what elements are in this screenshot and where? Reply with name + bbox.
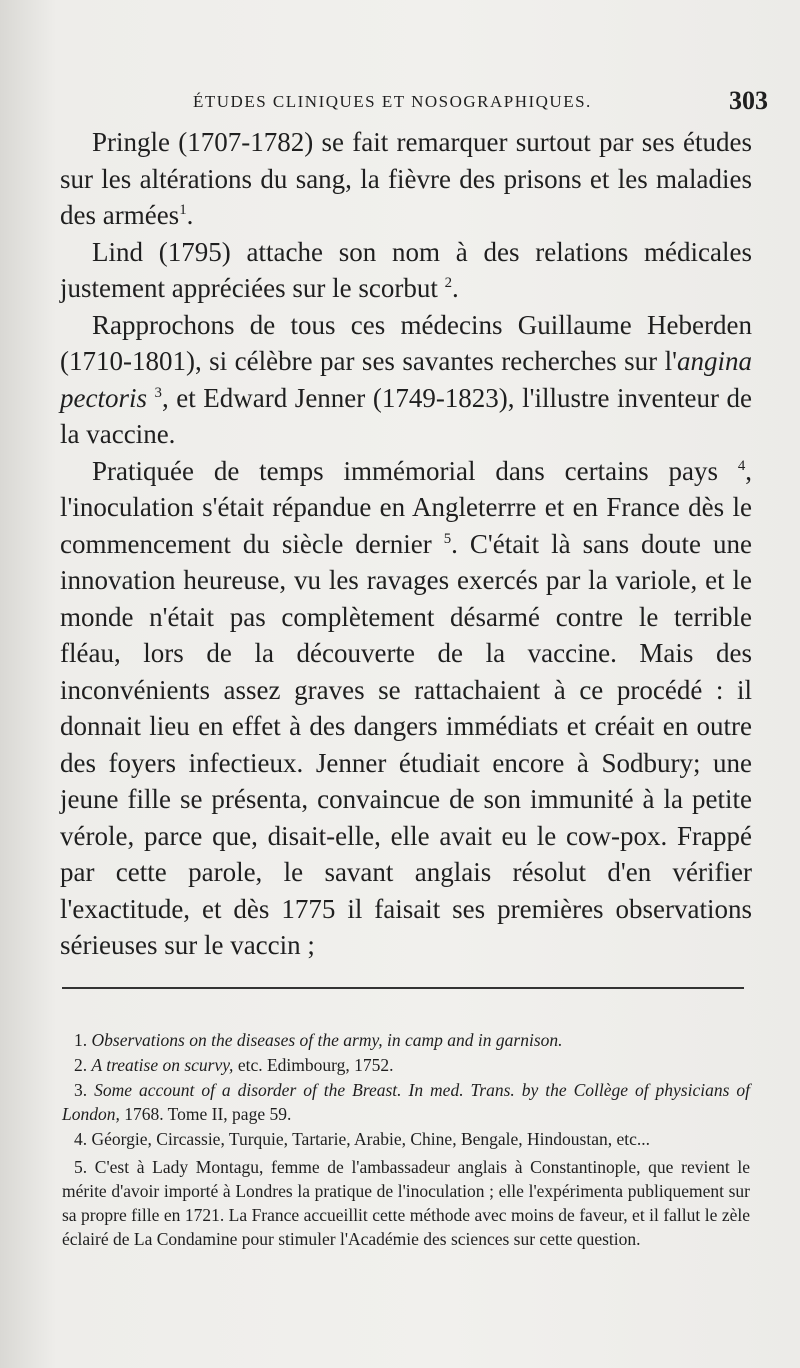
paragraph-text: . C'était là sans doute une innovation heureuse, vu les ravages exercés par la variole, et le monde n'était pas complètement désarmé contre le terrible fléau, lors de la découverte de la vaccine. Mais des inconvénients assez graves se rattachaient à ce procédé : il donnait lieu en effet à des dangers immédiats et créait en outre des foyers infectieux. Jenner étudiait encore à Sodbury; une jeune fille se présenta, convaincue de son immunité à la petite vérole, parce que, disait-elle, elle avait eu le cow-pox. Frappé par cette parole, le savant anglais résolut d'en vérifier l'exactitude, et dès 1775 il faisait ses premières observations sérieuses sur le vaccin ; — [60, 528, 752, 960]
footnote-text: Géorgie, Circassie, Turquie, Tartarie, Arabie, Chine, Bengale, Hindoustan, etc... — [91, 1129, 650, 1149]
footnotes — [62, 1028, 750, 1252]
footnote-ref: 4 — [737, 457, 746, 474]
footnote-number: 4. — [74, 1129, 88, 1149]
paragraph-text: Pratiquée de temps immémorial dans certains pays — [92, 455, 718, 486]
paragraph-text: Pringle (1707-1782) se fait remarquer surtout par ses études sur les altérations du sang, la fièvre des prisons et les maladies des armées — [60, 127, 752, 230]
running-head: ÉTUDES CLINIQUES ET NOSOGRAPHIQUES. — [193, 92, 592, 111]
main-text — [60, 124, 752, 964]
footnote-4 — [62, 1127, 750, 1151]
footnote-number: 2. — [74, 1055, 88, 1075]
footnote-ref: 5 — [443, 530, 452, 547]
footnote-ref: 3 — [154, 384, 162, 401]
footnote-number: 3. — [74, 1080, 88, 1100]
paragraph-inoculation — [60, 453, 752, 964]
page-header — [60, 86, 768, 126]
paragraph-text: , l'inoculation s'était répandue en Angleterrre et en France dès le commencement du siècle dernier — [60, 455, 753, 559]
footnote-title: A treatise on scurvy, — [91, 1055, 234, 1075]
italic-term: angina pectoris — [60, 346, 752, 413]
paragraph-text: Lind (1795) attache son nom à des relations médicales justement appréciées sur le scorbut — [60, 236, 752, 303]
footnote-title: Observations on the diseases of the army, in camp and in garnison. — [91, 1030, 563, 1050]
footnote-ref: 2 — [444, 275, 453, 291]
footnote-3 — [62, 1078, 750, 1126]
paragraph-text: , et Edward Jenner (1749-1823), l'illustre inventeur de la vaccine. — [60, 382, 752, 449]
paragraph-heberden-jenner — [60, 307, 752, 453]
footnote-text: 1768. Tome II, page 59. — [119, 1104, 292, 1124]
footnote-text: C'est à Lady Montagu, femme de l'ambassadeur anglais à Constantinople, que revient le mérite d'avoir importé à Londres la pratique de l'inoculation ; elle l'expérimenta publiquement sur sa propre fille en 1721. La France accueillit cette méthode avec moins de faveur, et il fallut le zèle éclairé de La Condamine pour stimuler l'Académie des sciences sur cette question. — [62, 1157, 751, 1249]
footnote-title: Some account of a disorder of the Breast. In med. Trans. by the Collège of physicians of London, — [62, 1080, 750, 1124]
footnote-number: 5. — [74, 1157, 88, 1177]
paragraph-pringle — [60, 124, 752, 234]
paragraph-end: . — [452, 273, 459, 303]
footnote-1 — [62, 1028, 750, 1052]
paragraph-text: Rapprochons de tous ces médecins Guillaume Heberden (1710-1801), si célèbre par ses savantes recherches sur l' — [60, 309, 752, 376]
footnote-5 — [62, 1155, 750, 1251]
footnote-ref: 1 — [179, 202, 187, 218]
footnote-number: 1. — [74, 1030, 88, 1050]
footnote-text: etc. Edimbourg, 1752. — [233, 1055, 394, 1075]
footnote-2 — [62, 1053, 750, 1077]
paragraph-end: . — [186, 200, 194, 230]
paragraph-lind — [60, 234, 752, 307]
footnote-separator — [62, 987, 744, 989]
page-number: 303 — [729, 86, 768, 115]
